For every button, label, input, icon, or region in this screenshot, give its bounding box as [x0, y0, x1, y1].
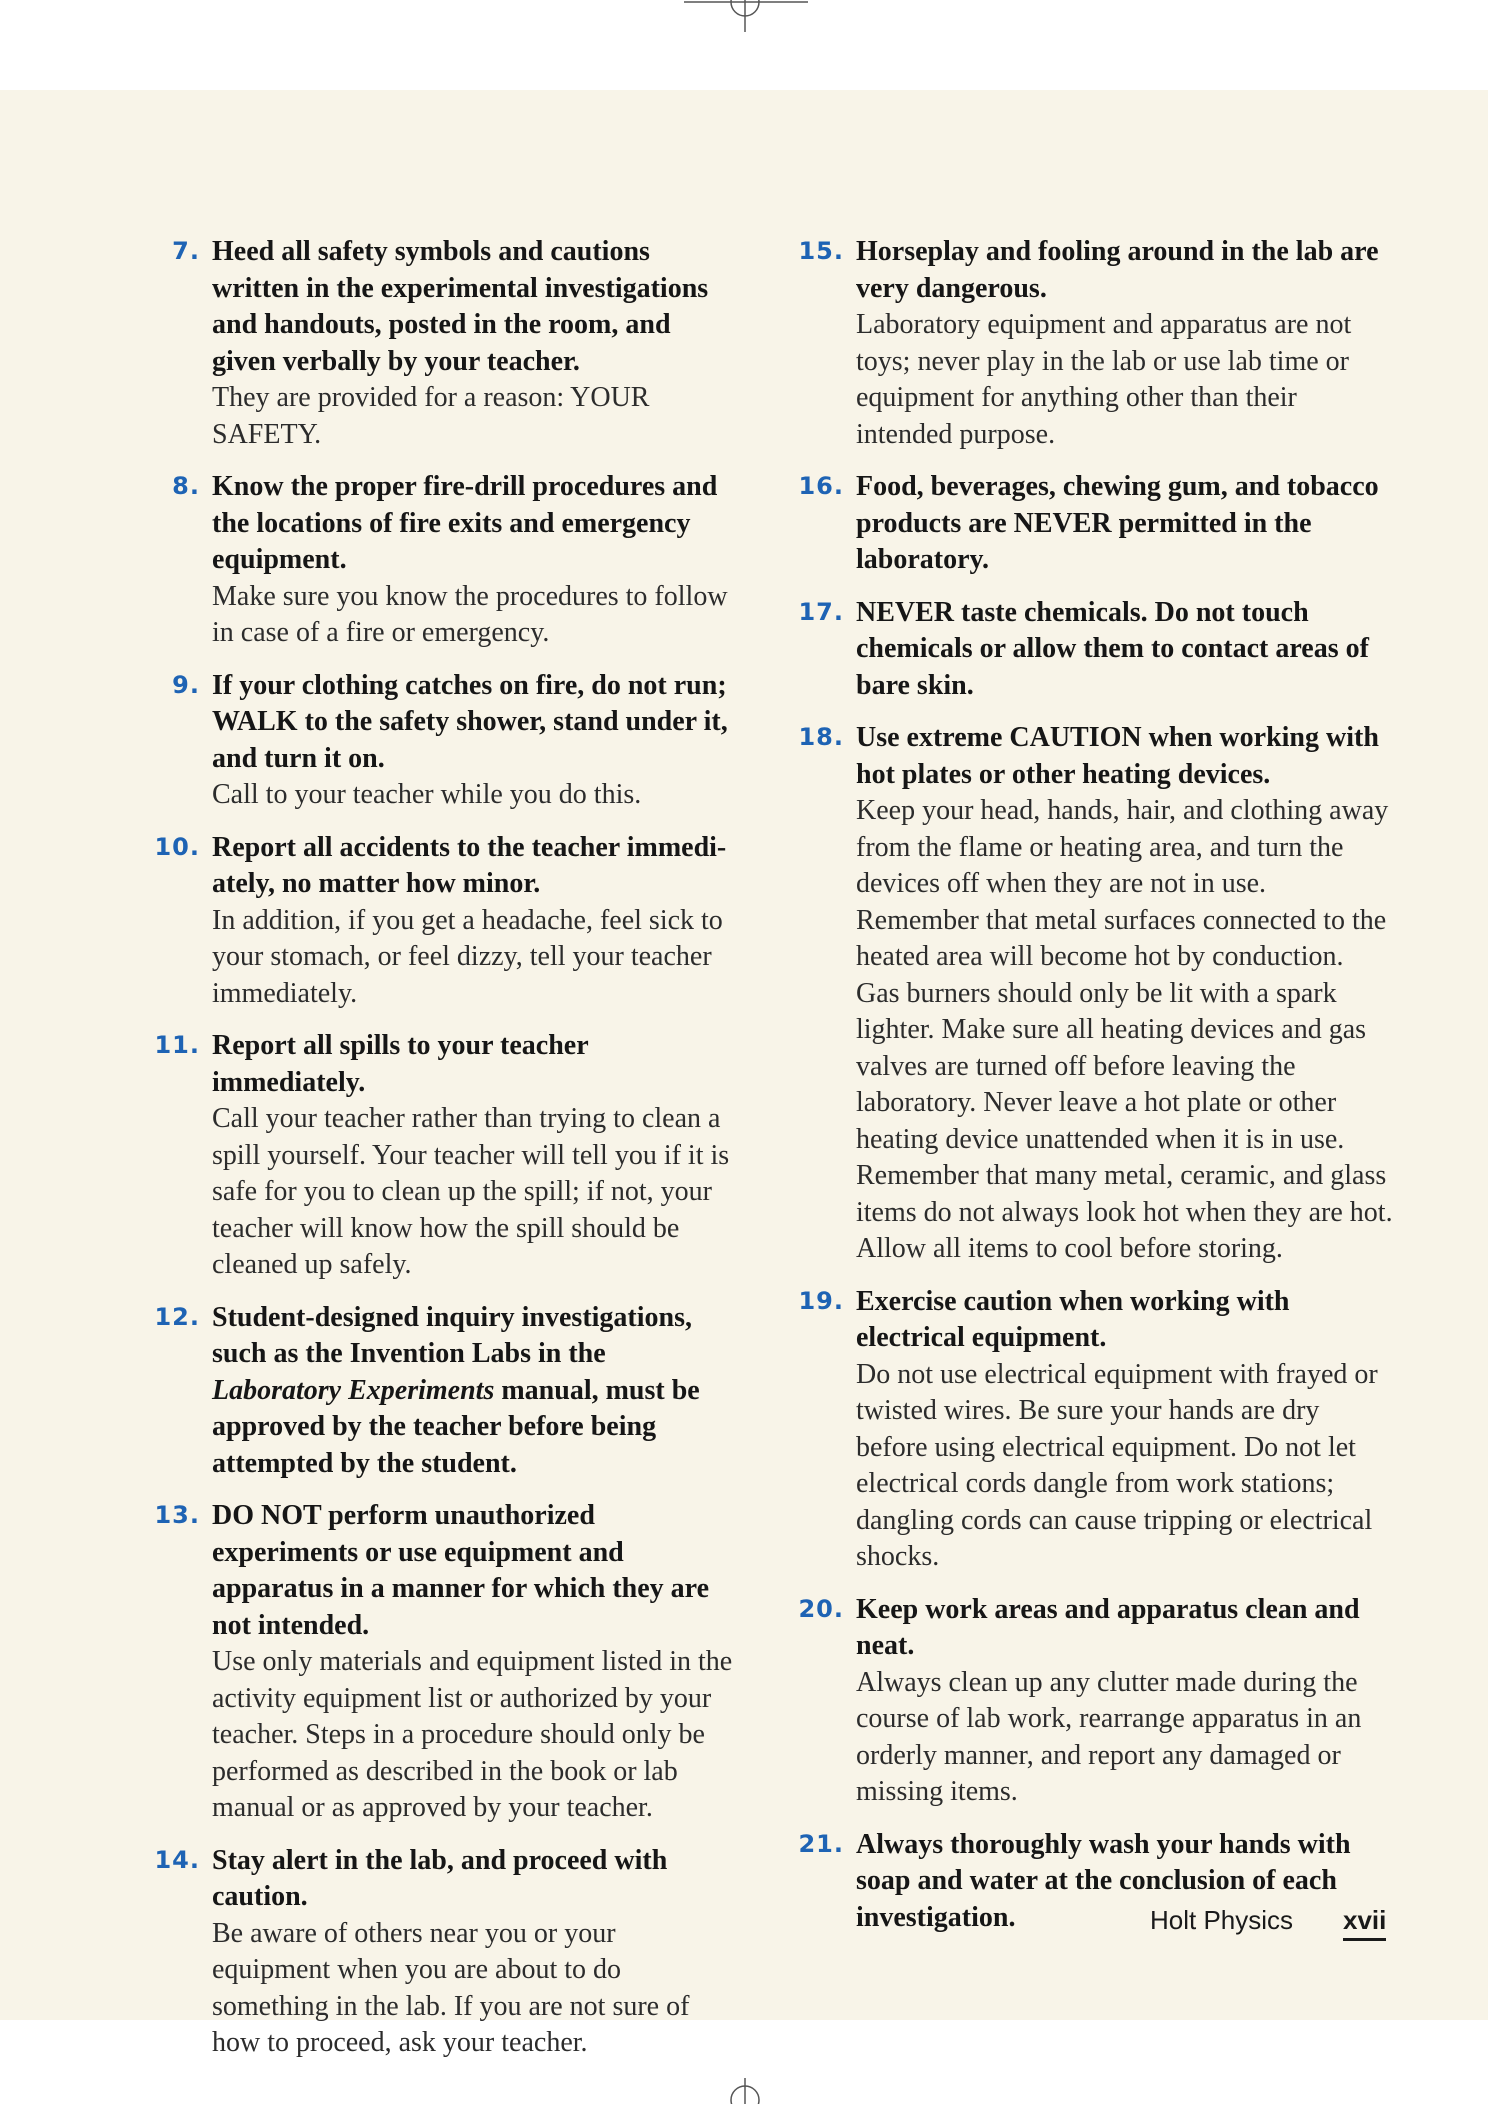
safety-rule-17: [794, 595, 1394, 705]
rule-title: Always thoroughly wash your hands with soap and water at the conclusion of each investigation.: [856, 1828, 1351, 1933]
safety-rule-16: [794, 469, 1394, 579]
rule-body: Use only materials and equipment listed in the activity equipment list or authorized by your teacher. Steps in a procedure should only be performed as described in the book or lab manual or as approved by your teacher.: [212, 1646, 733, 1823]
rule-body: Call to your teacher while you do this.: [212, 779, 642, 810]
rule-title-part: Student-designed inquiry investigations, such as the Invention Labs in the: [212, 1301, 692, 1369]
right-column: [794, 234, 1394, 1952]
rule-number: 11.: [154, 1031, 200, 1059]
rule-body: Keep your head, hands, hair, and clothing away from the flame or heating area, and turn the devices off when they are not in use. Remember that metal surfaces connected to the heated area will become hot by conduction. Gas burners should only be lit with a spark lighter. Make sure all heating devices and gas valves are turned off before leaving the laboratory. Never leave a hot plate or other heating device unattended when it is in use. Remember that many metal, ceramic, and glass items do not always look hot when they are hot. Allow all items to cool before storing.: [856, 795, 1393, 1264]
rule-number: 15.: [798, 237, 844, 265]
rule-title: Heed all safety symbols and cautions written in the experimental investigations and handouts, posted in the room, and given verbally by your teacher.: [212, 236, 709, 377]
safety-rule-21: [794, 1827, 1394, 1937]
safety-rule-7: [150, 234, 740, 453]
rule-title: Horseplay and fooling around in the lab are very dangerous.: [856, 236, 1379, 304]
rule-body: Do not use electrical equipment with frayed or twisted wires. Be sure your hands are dry before using electrical equipment. Do not let electrical cords dangle from work stations; dangling cords can cause tripping or electrical shocks.: [856, 1358, 1378, 1572]
safety-rule-12: [150, 1300, 740, 1483]
safety-rule-18: [794, 720, 1394, 1268]
safety-rule-10: [150, 830, 740, 1013]
book-title: Holt Physics: [1150, 1905, 1294, 1935]
rule-title-part: manual, must be approved by the teacher before being attempted by the student.: [212, 1374, 700, 1479]
rule-number: 17.: [798, 597, 844, 626]
rule-body: Make sure you know the procedures to follow in case of a fire or emergency.: [212, 580, 728, 648]
rule-title: Keep work areas and apparatus clean and neat.: [856, 1593, 1360, 1661]
rule-number: 21.: [798, 1829, 844, 1858]
rule-number: 9.: [172, 670, 200, 699]
left-column: [150, 234, 740, 2078]
rule-title: DO NOT perform unauthorized experiments or use equipment and apparatus in a manner for which they are not intended.: [212, 1500, 710, 1641]
rule-number: 13.: [154, 1501, 200, 1529]
rule-number: 10.: [154, 832, 200, 861]
rule-title: Know the proper fire-drill procedures and the locations of fire exits and emergency equipment.: [212, 471, 718, 575]
rule-number: 19.: [798, 1286, 844, 1315]
rule-number: 16.: [798, 472, 844, 500]
rule-body: Always clean up any clutter made during the course of lab work, rearrange apparatus in an orderly manner, and report any damaged or missing items.: [856, 1666, 1362, 1807]
rule-number: 12.: [154, 1302, 200, 1331]
rule-title: Use extreme CAUTION when working with hot plates or other heating devices.: [856, 722, 1379, 790]
safety-rule-9: [150, 668, 740, 814]
rule-body: Call your teacher rather than trying to clean a spill yourself. Your teacher will tell you if it is safe for you to clean up the spill; if not, your teacher will know how the spill should be cleaned up safely.: [212, 1103, 730, 1280]
rule-title: Stay alert in the lab, and proceed with caution.: [212, 1844, 668, 1912]
safety-rule-15: [794, 234, 1394, 453]
page-number: xvii: [1343, 1905, 1386, 1941]
rule-title: Report all accidents to the teacher immedi-ately, no matter how minor.: [212, 831, 727, 899]
registration-mark-bottom-icon: [0, 2068, 1488, 2104]
safety-rule-19: [794, 1284, 1394, 1576]
safety-rule-11: [150, 1028, 740, 1284]
rule-title: NEVER taste chemicals. Do not touch chemicals or allow them to contact areas of bare skin.: [856, 596, 1369, 701]
registration-mark-top-icon: [0, 0, 1488, 46]
rule-title: Food, beverages, chewing gum, and tobacco products are NEVER permitted in the laboratory.: [856, 471, 1379, 575]
safety-rule-14: [150, 1843, 740, 2062]
manual-title: Laboratory Experiments: [212, 1374, 495, 1406]
rule-number: 7.: [172, 237, 200, 265]
rule-title: Report all spills to your teacher immediately.: [212, 1030, 589, 1098]
rule-body: They are provided for a reason: YOUR SAFETY.: [212, 382, 650, 450]
rule-number: 20.: [798, 1594, 844, 1623]
rule-number: 14.: [154, 1845, 200, 1874]
rule-number: 18.: [798, 723, 844, 751]
rule-title: If your clothing catches on fire, do not run; WALK to the safety shower, stand under it, and turn it on.: [212, 669, 728, 774]
safety-rule-20: [794, 1592, 1394, 1811]
rule-title: Exercise caution when working with electrical equipment.: [856, 1285, 1290, 1353]
rule-body: In addition, if you get a headache, feel sick to your stomach, or feel dizzy, tell your teacher immediately.: [212, 904, 723, 1009]
rule-number: 8.: [172, 472, 200, 500]
safety-rule-13: [150, 1498, 740, 1827]
rule-body: Be aware of others near you or your equipment when you are about to do something in the lab. If you are not sure of how to proceed, ask your teacher.: [212, 1917, 690, 2058]
rule-body: Laboratory equipment and apparatus are not toys; never play in the lab or use lab time or equipment for anything other than their intended purpose.: [856, 309, 1352, 450]
rule-title: [212, 1300, 740, 1483]
safety-rule-8: [150, 469, 740, 652]
